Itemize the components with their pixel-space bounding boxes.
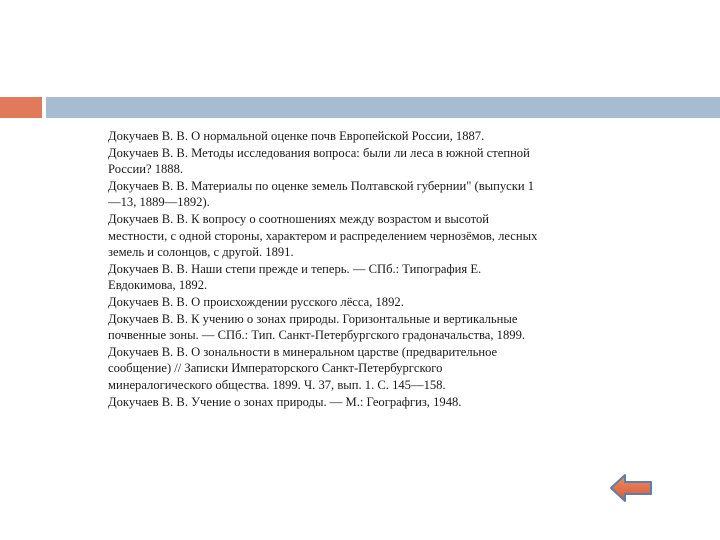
reference-line: Докучаев В. В. К учению о зонах природы. Горизонтальные и вертикальные: [108, 311, 518, 326]
reference-line: земель и солонцов, с другой. 1891.: [108, 245, 294, 260]
reference-line: России? 1888.: [108, 162, 184, 177]
reference-line: Докучаев В. В. К вопросу о соотношениях между возрастом и высотой: [108, 211, 489, 226]
reference-line: Докучаев В. В. Наши степи прежде и теперь. — СПб.: Типография Е.: [108, 261, 482, 276]
reference-line: Евдокимова, 1892.: [108, 278, 208, 293]
reference-line: Докучаев В. В. О нормальной оценке почв Европейской России, 1887.: [108, 129, 485, 143]
reference-line: минералогического общества. 1899. Ч. 37, вып. 1. С. 145—158.: [108, 377, 446, 392]
reference-line: Докучаев В. В. Учение о зонах природы. — М.: Географгиз, 1948.: [108, 394, 462, 409]
reference-line: местности, с одной стороны, характером и распределением чернозёмов, лесных: [108, 228, 538, 243]
reference-line: Докучаев В. В. Методы исследования вопроса: были ли леса в южной степной: [108, 145, 530, 160]
back-button[interactable]: [609, 473, 653, 503]
reference-line: сообщение) // Записки Императорского Санкт-Петербургского: [108, 361, 443, 376]
left-arrow-icon: [609, 473, 653, 503]
accent-bar: [0, 97, 42, 118]
reference-line: —13, 1889—1892).: [108, 195, 210, 210]
reference-line: Докучаев В. В. Материалы по оценке земель Полтавской губернии" (выпуски 1: [108, 178, 535, 193]
reference-line: Докучаев В. В. О происхождении русского лёсса, 1892.: [108, 294, 404, 309]
header-bar: [46, 97, 720, 118]
reference-list: [108, 128, 608, 410]
reference-line: почвенные зоны. — СПб.: Тип. Санкт-Петербургского градоначальства, 1899.: [108, 328, 526, 343]
reference-line: Докучаев В. В. О зональности в минеральном царстве (предварительное: [108, 344, 498, 359]
